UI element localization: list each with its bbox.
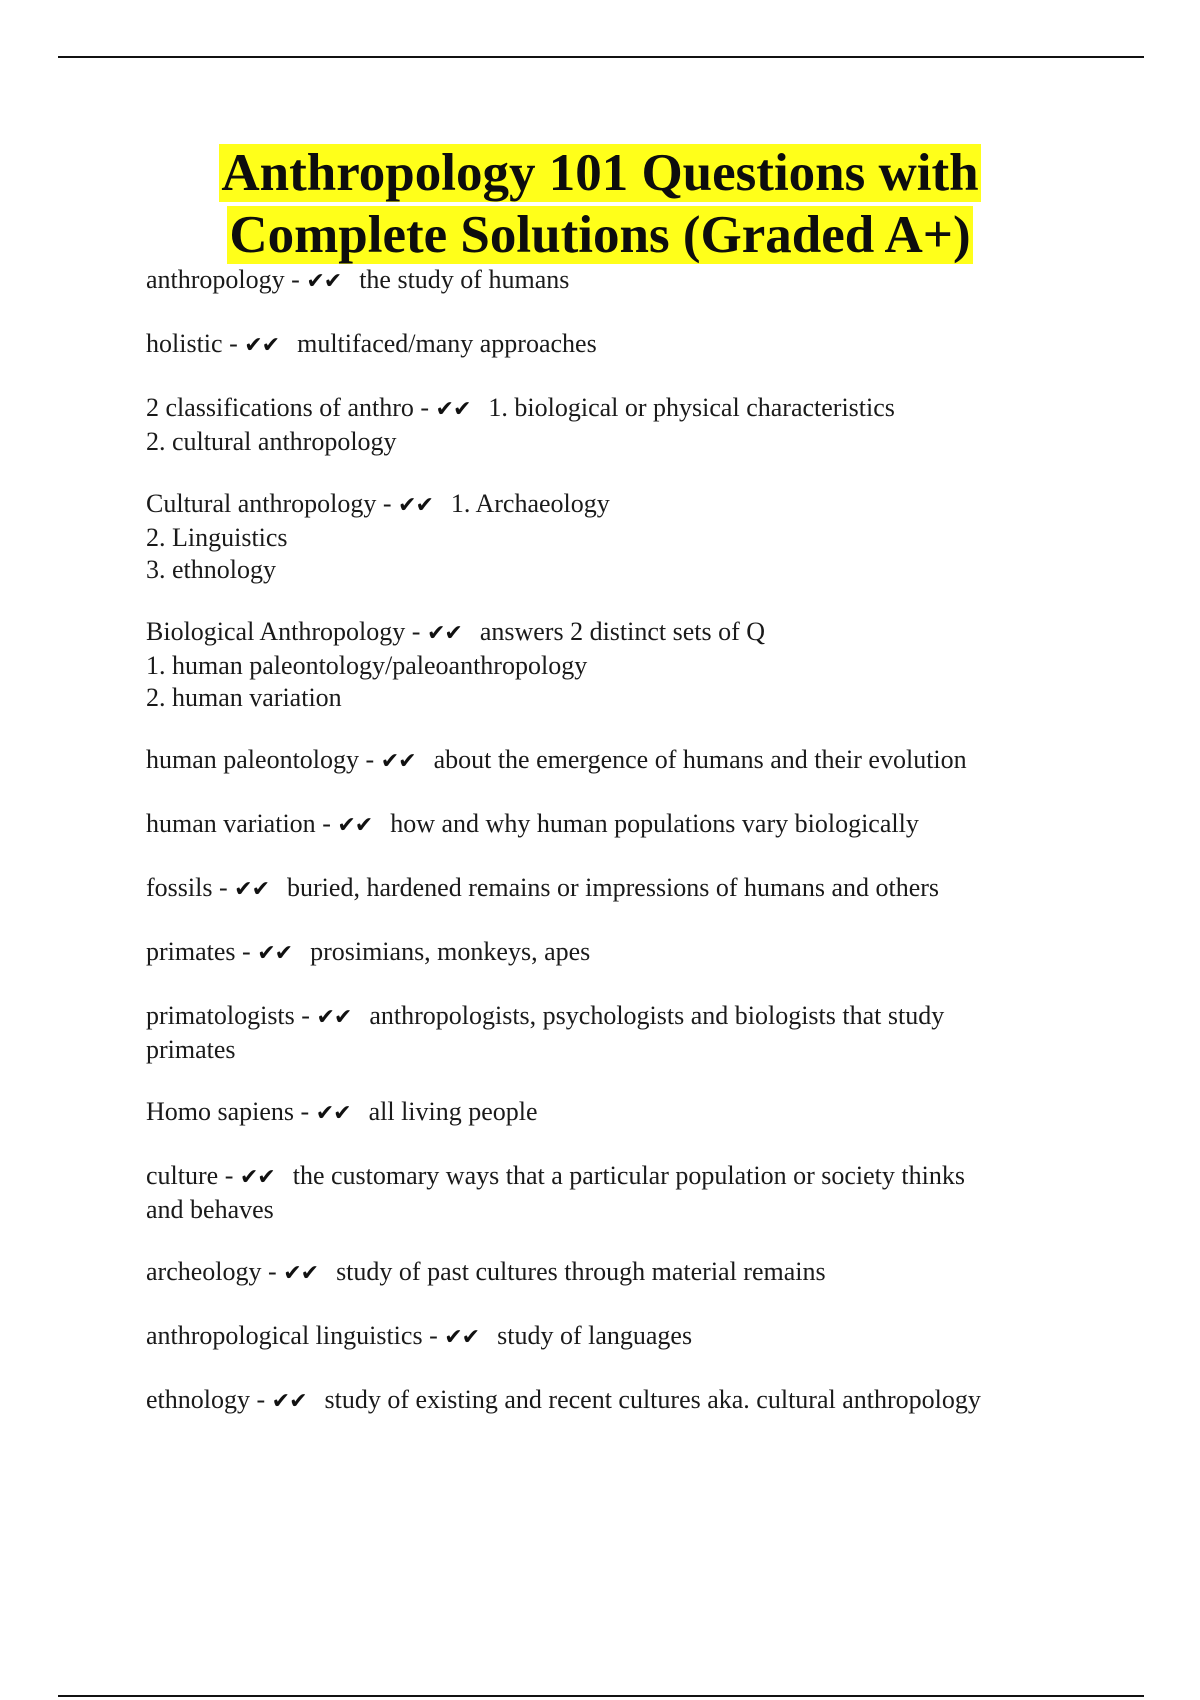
answer-continuation bbox=[146, 1194, 1086, 1226]
answer-text: study of past cultures through material remains bbox=[336, 1257, 826, 1286]
answer-continuation bbox=[146, 1034, 1086, 1066]
separator: - bbox=[315, 809, 338, 838]
check-mark-icon: ✔✔ bbox=[239, 1165, 275, 1190]
answer-text: how and why human populations vary biologically bbox=[390, 809, 919, 838]
title-block bbox=[0, 142, 1200, 266]
term: fossils bbox=[146, 873, 213, 902]
answer-text: answers 2 distinct sets of Q bbox=[479, 617, 766, 646]
bottom-rule bbox=[58, 1695, 1144, 1697]
answer-text: all living people bbox=[368, 1097, 538, 1126]
check-mark-icon: ✔✔ bbox=[306, 269, 342, 294]
answer-continuation bbox=[146, 554, 1086, 586]
answer-text: 3. ethnology bbox=[146, 555, 276, 584]
answer-continuation bbox=[146, 682, 1086, 714]
separator: - bbox=[422, 1321, 445, 1350]
qa-first-line bbox=[146, 392, 1086, 426]
check-mark-icon: ✔✔ bbox=[316, 1005, 352, 1030]
check-mark-icon: ✔✔ bbox=[398, 493, 433, 518]
qa-entry bbox=[146, 616, 1086, 714]
check-mark-icon: ✔✔ bbox=[244, 333, 280, 358]
term: anthropological linguistics bbox=[146, 1321, 423, 1350]
check-mark-icon: ✔✔ bbox=[426, 621, 462, 646]
document-title bbox=[219, 144, 980, 264]
qa-entry bbox=[146, 1160, 1086, 1226]
answer-text: 1. biological or physical characteristics bbox=[488, 393, 895, 422]
qa-entry bbox=[146, 1256, 1086, 1290]
check-mark-icon: ✔✔ bbox=[271, 1389, 307, 1414]
answer-text: 2. human variation bbox=[146, 683, 342, 712]
term: human variation bbox=[146, 809, 316, 838]
separator: - bbox=[405, 617, 427, 646]
term: Homo sapiens bbox=[146, 1097, 295, 1126]
qa-entry bbox=[146, 1320, 1086, 1354]
answer-text: buried, hardened remains or impressions of humans and others bbox=[287, 873, 940, 902]
answer-text: study of existing and recent cultures aka. cultural anthropology bbox=[324, 1385, 981, 1414]
separator: - bbox=[376, 489, 399, 518]
qa-entry bbox=[146, 808, 1086, 842]
term: ethnology bbox=[146, 1385, 250, 1414]
check-mark-icon: ✔✔ bbox=[234, 877, 270, 902]
separator: - bbox=[222, 329, 245, 358]
answer-continuation bbox=[146, 650, 1086, 682]
separator: - bbox=[235, 937, 258, 966]
qa-entry bbox=[146, 1384, 1086, 1418]
qa-first-line bbox=[146, 1096, 1086, 1130]
qa-first-line bbox=[146, 1160, 1086, 1194]
qa-first-line bbox=[146, 936, 1086, 970]
term: anthropology bbox=[146, 265, 285, 294]
qa-first-line bbox=[146, 488, 1086, 522]
answer-text: 1. Archaeology bbox=[450, 489, 610, 518]
qa-entry bbox=[146, 328, 1086, 362]
term: primates bbox=[146, 937, 236, 966]
check-mark-icon: ✔✔ bbox=[380, 749, 416, 774]
answer-text: and behaves bbox=[146, 1195, 274, 1224]
qa-entry bbox=[146, 392, 1086, 458]
answer-text: 2. Linguistics bbox=[146, 523, 288, 552]
check-mark-icon: ✔✔ bbox=[337, 813, 373, 838]
title-line-2: Complete Solutions (Graded A+) bbox=[229, 206, 971, 264]
answer-text: prosimians, monkeys, apes bbox=[310, 937, 591, 966]
answer-text: anthropologists, psychologists and biologists that study bbox=[369, 1001, 945, 1030]
check-mark-icon: ✔✔ bbox=[257, 941, 293, 966]
separator: - bbox=[413, 393, 436, 422]
term: culture bbox=[146, 1161, 219, 1190]
check-mark-icon: ✔✔ bbox=[444, 1325, 480, 1350]
qa-first-line bbox=[146, 744, 1086, 778]
term: Biological Anthropology bbox=[146, 617, 406, 646]
qa-entry bbox=[146, 264, 1086, 298]
qa-first-line bbox=[146, 264, 1086, 298]
separator: - bbox=[359, 745, 381, 774]
qa-entry bbox=[146, 1096, 1086, 1130]
term: Cultural anthropology bbox=[146, 489, 377, 518]
separator: - bbox=[218, 1161, 240, 1190]
separator: - bbox=[212, 873, 235, 902]
term: 2 classifications of anthro bbox=[146, 393, 414, 422]
term: archeology bbox=[146, 1257, 262, 1286]
answer-text: primates bbox=[146, 1035, 236, 1064]
qa-entry bbox=[146, 936, 1086, 970]
qa-first-line bbox=[146, 1256, 1086, 1290]
qa-first-line bbox=[146, 328, 1086, 362]
qa-entry bbox=[146, 744, 1086, 778]
qa-first-line bbox=[146, 808, 1086, 842]
term: holistic bbox=[146, 329, 223, 358]
term: primatologists bbox=[146, 1001, 295, 1030]
answer-continuation bbox=[146, 522, 1086, 554]
qa-first-line bbox=[146, 872, 1086, 906]
qa-entry bbox=[146, 1000, 1086, 1066]
answer-continuation bbox=[146, 426, 1086, 458]
check-mark-icon: ✔✔ bbox=[283, 1261, 319, 1286]
top-rule bbox=[58, 56, 1144, 58]
answer-text: 1. human paleontology/paleoanthropology bbox=[146, 651, 588, 680]
qa-first-line bbox=[146, 1000, 1086, 1034]
answer-text: the study of humans bbox=[359, 265, 570, 294]
answer-text: about the emergence of humans and their evolution bbox=[433, 745, 967, 774]
separator: - bbox=[250, 1385, 272, 1414]
answer-text: 2. cultural anthropology bbox=[146, 427, 397, 456]
qa-list bbox=[146, 264, 1086, 1448]
term: human paleontology bbox=[146, 745, 360, 774]
title-line-1: Anthropology 101 Questions with bbox=[221, 144, 979, 202]
qa-entry bbox=[146, 872, 1086, 906]
separator: - bbox=[261, 1257, 284, 1286]
check-mark-icon: ✔✔ bbox=[435, 397, 471, 422]
qa-entry bbox=[146, 488, 1086, 586]
check-mark-icon: ✔✔ bbox=[315, 1101, 351, 1126]
separator: - bbox=[284, 265, 307, 294]
separator: - bbox=[294, 1097, 316, 1126]
qa-first-line bbox=[146, 1320, 1086, 1354]
answer-text: multifaced/many approaches bbox=[297, 329, 597, 358]
qa-first-line bbox=[146, 616, 1086, 650]
answer-text: the customary ways that a particular population or society thinks bbox=[292, 1161, 965, 1190]
qa-first-line bbox=[146, 1384, 1086, 1418]
separator: - bbox=[294, 1001, 317, 1030]
answer-text: study of languages bbox=[497, 1321, 693, 1350]
